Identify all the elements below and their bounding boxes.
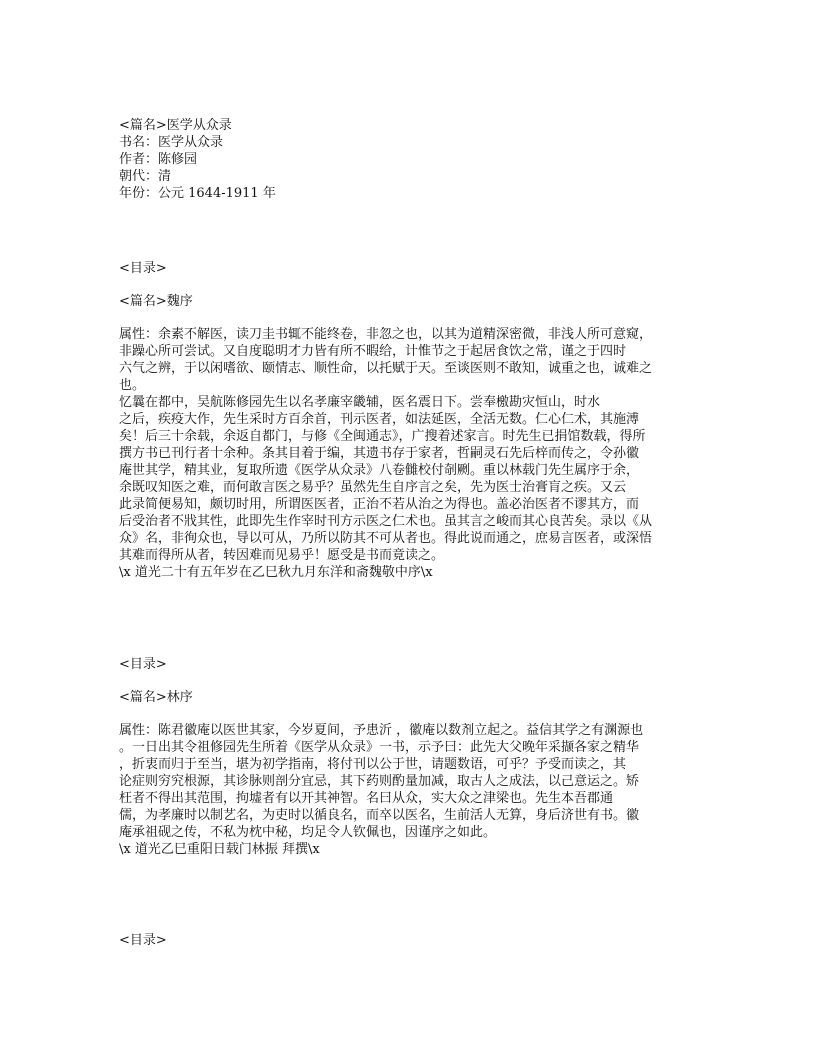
text-line: \x 道光二十有五年岁在乙巳秋九月东洋和斋魏敬中序\x: [119, 565, 433, 580]
toc-link-2: <目录>: [119, 657, 167, 672]
years: 年份：公元 1644-1911 年: [119, 186, 276, 201]
section-body-wei: [119, 326, 719, 581]
text-line: \x 道光乙巳重阳日载门林振 拜撰\x: [119, 842, 320, 857]
text-line: 忆曩在都中，吴航陈修园先生以名孝廉宰畿辅，医名震日下。尝奉檄勘灾恒山，时水: [119, 395, 601, 410]
text-line: 众》名，非徇众也，导以可从，乃所以防其不可从者也。得此说而通之，庶易言医者，或深悟: [119, 531, 653, 546]
text-line: 属性：余素不解医，读刀圭书辄不能终卷，非忽之也，以其为道精深密微，非浅人所可意窥，: [119, 327, 653, 342]
text-line: 庵世其学，精其业，复取所遗《医学从众录》八卷雠校付剞劂。重以林载门先生属序于余，: [119, 463, 640, 478]
toc-link-1: <目录>: [119, 261, 167, 276]
header-title: <篇名>医学从众录: [119, 118, 232, 133]
text-line: 儒，为孝廉时以制艺名，为吏时以循良名，而卒以医名，生前活人无算，身后济世有书。徽: [119, 808, 640, 823]
text-line: 属性：陈君徽庵以医世其家，今岁夏间，予患沂 ，徽庵以数剂立起之。益信其学之有渊源也: [119, 723, 644, 738]
text-line: 非躁心所可尝试。又自度聪明才力皆有所不暇给，计惟节之于起居食饮之常，谨之于四时: [119, 344, 627, 359]
text-line: 。一日出其令祖修园先生所着《医学从众录》一书，示予曰：此先大父晚年采撷各家之精华: [119, 740, 640, 755]
book-name: 书名：医学从众录: [119, 135, 224, 150]
text-line: 论症则穷究根源，其诊脉则剖分宜忌，其下药则酌量加减，取古人之成法，以己意运之。矫: [119, 774, 640, 789]
text-line: 其难而得所从者，转因难而见易乎！愿受是书而竟读之。: [119, 548, 445, 563]
text-line: 后受治者不戕其性，此即先生作宰时刊方示医之仁术也。虽其言之峻而其心良苦矣。录以《从: [119, 514, 653, 529]
text-line: 之后，疾疫大作，先生采时方百余首，刊示医者，如法延医，全活无数。仁心仁术，其施溥: [119, 412, 640, 427]
text-line: 六气之辨，于以闲嗜欲、颐情志、顺性命，以托赋于天。至谈医则不敢知，诚重之也，诚难之: [119, 361, 653, 376]
section-title-lin: <篇名>林序: [119, 690, 193, 705]
section-body-lin: [119, 722, 719, 858]
dynasty: 朝代：清: [119, 169, 172, 184]
section-title-wei: <篇名>魏序: [119, 294, 193, 309]
text-line: 余既叹知医之难，而何敢言医之易乎？虽然先生自序言之矣，先为医士治膏肓之疾。又云: [119, 480, 627, 495]
text-line: 矣！后三十余载，余返自都门，与修《全闽通志》，广搜着述家言。时先生已捐馆数载，得所: [119, 429, 646, 444]
text-line: 枉者不得出其范围，拘墟者有以开其神智。名曰从众，实大众之津梁也。先生本吾郡通: [119, 791, 614, 806]
toc-link-3: <目录>: [119, 933, 167, 948]
text-line: ，折衷而归于至当，堪为初学指南，将付刊以公于世，请题数语，可乎？予受而读之，其: [119, 757, 627, 772]
text-line: 撰方书已刊行者十余种。条其目着于编，其遗书存于家者，哲嗣灵石先后梓而传之，令孙徽: [119, 446, 640, 461]
book-header: [119, 117, 719, 202]
text-line: 庵承祖砚之传，不私为枕中秘，均足令人钦佩也，因谨序之如此。: [119, 825, 497, 840]
text-line: 此录简便易知，颇切时用，所谓医医者，正治不若从治之为得也。盖必治医者不谬其方，而: [119, 497, 640, 512]
author: 作者：陈修园: [119, 152, 198, 167]
text-line: 也。: [119, 378, 146, 393]
